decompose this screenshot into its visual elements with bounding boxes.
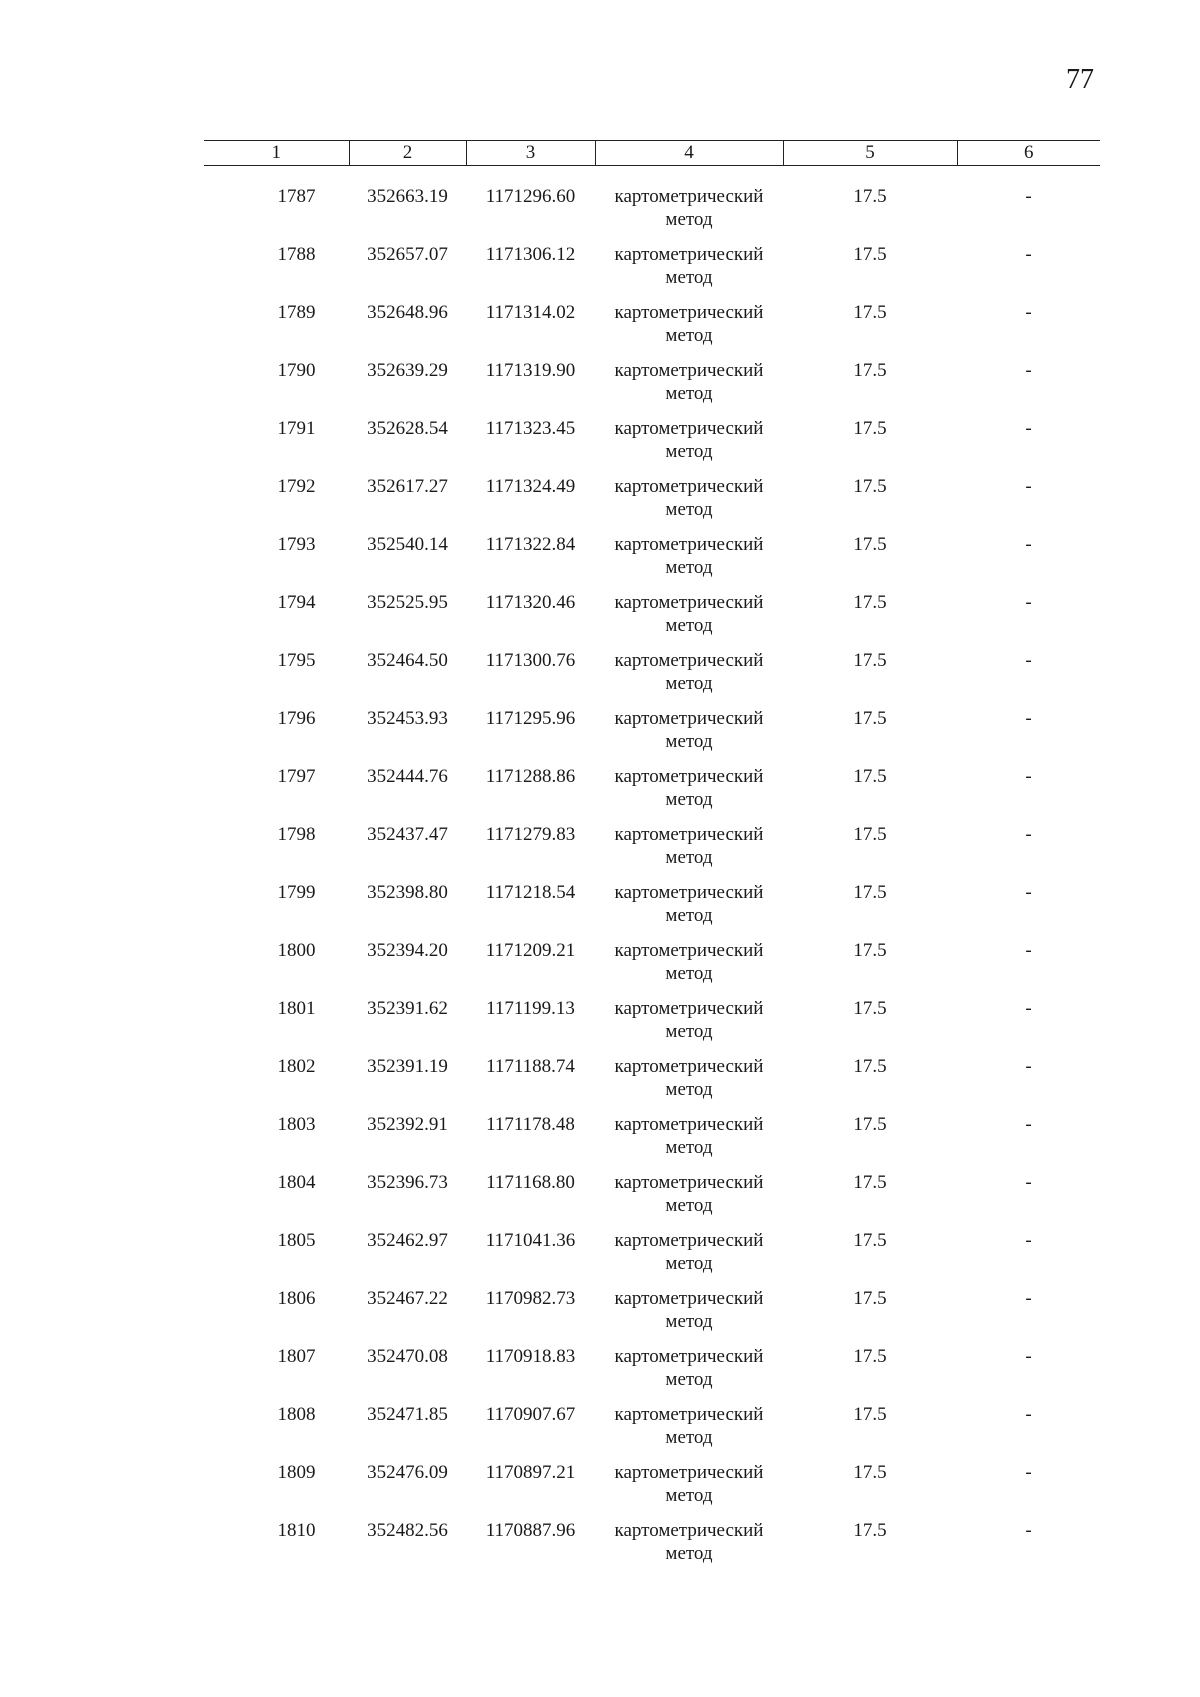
note-value: -: [1025, 1520, 1032, 1541]
accuracy-value: 17.5: [853, 998, 887, 1019]
table-row: [204, 347, 1100, 405]
table-row: [204, 1333, 1100, 1391]
coordinate-y: 1171279.83: [485, 824, 576, 845]
method-line-1: картометрический: [614, 592, 764, 613]
coordinate-x: 352391.19: [367, 1056, 448, 1077]
header-col-2: 2: [349, 141, 466, 166]
coordinate-x: 352470.08: [367, 1346, 448, 1367]
accuracy-value: 17.5: [853, 360, 887, 381]
header-row: [204, 141, 1100, 166]
method-line-1: картометрический: [614, 360, 764, 381]
method-cell: [595, 1449, 783, 1507]
coordinate-y: 1170887.96: [485, 1520, 576, 1541]
table-header: [204, 141, 1100, 166]
note-value: -: [1025, 360, 1032, 381]
coordinate-x: 352663.19: [367, 186, 448, 207]
method-line-2: метод: [665, 209, 713, 230]
method-cell: [595, 405, 783, 463]
method-line-1: картометрический: [614, 824, 764, 845]
table-row: [204, 695, 1100, 753]
method-line-2: метод: [665, 1427, 713, 1448]
note-value: -: [1025, 1404, 1032, 1425]
method-cell: [595, 1159, 783, 1217]
table-row: [204, 753, 1100, 811]
accuracy-value: 17.5: [853, 766, 887, 787]
point-number: 1799: [277, 882, 316, 903]
accuracy-value: 17.5: [853, 1346, 887, 1367]
method-line-1: картометрический: [614, 708, 764, 729]
point-number: 1792: [277, 476, 316, 497]
coordinate-y: 1171209.21: [485, 940, 576, 961]
coordinates-table-container: [204, 140, 1100, 1565]
method-line-1: картометрический: [614, 418, 764, 439]
note-value: -: [1025, 186, 1032, 207]
table-row: [204, 1043, 1100, 1101]
table-body: [204, 166, 1100, 1566]
table-row: [204, 463, 1100, 521]
point-number: 1806: [277, 1288, 316, 1309]
method-cell: [595, 869, 783, 927]
method-line-1: картометрический: [614, 1346, 764, 1367]
accuracy-value: 17.5: [853, 476, 887, 497]
note-value: -: [1025, 1056, 1032, 1077]
coordinate-x: 352639.29: [367, 360, 448, 381]
method-cell: [595, 347, 783, 405]
note-value: -: [1025, 824, 1032, 845]
coordinate-x: 352462.97: [367, 1230, 448, 1251]
method-line-1: картометрический: [614, 1056, 764, 1077]
table-row: [204, 927, 1100, 985]
coordinate-y: 1170918.83: [485, 1346, 576, 1367]
coordinate-y: 1171319.90: [485, 360, 576, 381]
coordinate-y: 1171041.36: [485, 1230, 576, 1251]
method-cell: [595, 231, 783, 289]
coordinate-x: 352398.80: [367, 882, 448, 903]
method-line-1: картометрический: [614, 998, 764, 1019]
coordinate-x: 352453.93: [367, 708, 448, 729]
coordinate-y: 1170982.73: [485, 1288, 576, 1309]
method-line-2: метод: [665, 557, 713, 578]
note-value: -: [1025, 1230, 1032, 1251]
method-cell: [595, 1043, 783, 1101]
method-line-2: метод: [665, 847, 713, 868]
accuracy-value: 17.5: [853, 186, 887, 207]
point-number: 1796: [277, 708, 316, 729]
header-col-1: 1: [204, 141, 349, 166]
coordinate-y: 1171322.84: [485, 534, 576, 555]
method-line-1: картометрический: [614, 1172, 764, 1193]
point-number: 1803: [277, 1114, 316, 1135]
coordinate-x: 352617.27: [367, 476, 448, 497]
coordinate-x: 352464.50: [367, 650, 448, 671]
method-cell: [595, 811, 783, 869]
accuracy-value: 17.5: [853, 1056, 887, 1077]
method-line-2: метод: [665, 267, 713, 288]
note-value: -: [1025, 244, 1032, 265]
method-line-1: картометрический: [614, 534, 764, 555]
table-row: [204, 1275, 1100, 1333]
accuracy-value: 17.5: [853, 650, 887, 671]
accuracy-value: 17.5: [853, 824, 887, 845]
point-number: 1793: [277, 534, 316, 555]
point-number: 1798: [277, 824, 316, 845]
coordinate-y: 1171324.49: [485, 476, 576, 497]
method-line-2: метод: [665, 325, 713, 346]
note-value: -: [1025, 1288, 1032, 1309]
coordinate-y: 1171306.12: [485, 244, 576, 265]
method-line-1: картометрический: [614, 1288, 764, 1309]
table-row: [204, 985, 1100, 1043]
coordinate-x: 352444.76: [367, 766, 448, 787]
coordinate-x: 352467.22: [367, 1288, 448, 1309]
accuracy-value: 17.5: [853, 1404, 887, 1425]
table-row: [204, 231, 1100, 289]
point-number: 1802: [277, 1056, 316, 1077]
method-line-1: картометрический: [614, 1520, 764, 1541]
accuracy-value: 17.5: [853, 592, 887, 613]
coordinate-x: 352648.96: [367, 302, 448, 323]
point-number: 1809: [277, 1462, 316, 1483]
table-row: [204, 1217, 1100, 1275]
method-cell: [595, 463, 783, 521]
method-line-2: метод: [665, 1021, 713, 1042]
note-value: -: [1025, 708, 1032, 729]
method-cell: [595, 289, 783, 347]
method-cell: [595, 927, 783, 985]
point-number: 1787: [277, 186, 316, 207]
accuracy-value: 17.5: [853, 940, 887, 961]
method-line-2: метод: [665, 789, 713, 810]
point-number: 1805: [277, 1230, 316, 1251]
coordinate-x: 352392.91: [367, 1114, 448, 1135]
table-row: [204, 811, 1100, 869]
point-number: 1801: [277, 998, 316, 1019]
method-line-2: метод: [665, 1311, 713, 1332]
table-row: [204, 1391, 1100, 1449]
method-line-2: метод: [665, 963, 713, 984]
coordinate-y: 1170897.21: [485, 1462, 576, 1483]
coordinate-y: 1171168.80: [486, 1172, 575, 1193]
coordinate-y: 1171300.76: [485, 650, 576, 671]
note-value: -: [1025, 766, 1032, 787]
coordinate-x: 352394.20: [367, 940, 448, 961]
accuracy-value: 17.5: [853, 302, 887, 323]
table-row: [204, 405, 1100, 463]
coordinate-y: 1171323.45: [485, 418, 576, 439]
coordinate-x: 352391.62: [367, 998, 448, 1019]
note-value: -: [1025, 1114, 1032, 1135]
note-value: -: [1025, 1462, 1032, 1483]
method-cell: [595, 1333, 783, 1391]
coordinate-x: 352525.95: [367, 592, 448, 613]
method-line-2: метод: [665, 615, 713, 636]
note-value: -: [1025, 650, 1032, 671]
method-line-1: картометрический: [614, 1114, 764, 1135]
accuracy-value: 17.5: [853, 244, 887, 265]
coordinate-y: 1171288.86: [485, 766, 576, 787]
method-cell: [595, 521, 783, 579]
method-cell: [595, 1391, 783, 1449]
accuracy-value: 17.5: [853, 882, 887, 903]
point-number: 1794: [277, 592, 316, 613]
method-line-1: картометрический: [614, 766, 764, 787]
note-value: -: [1025, 882, 1032, 903]
header-col-6: 6: [957, 141, 1100, 166]
method-cell: [595, 695, 783, 753]
method-cell: [595, 753, 783, 811]
coordinate-x: 352396.73: [367, 1172, 448, 1193]
note-value: -: [1025, 940, 1032, 961]
table-row: [204, 637, 1100, 695]
coordinates-table: [204, 140, 1100, 1565]
method-cell: [595, 1507, 783, 1565]
method-line-1: картометрический: [614, 1462, 764, 1483]
table-row: [204, 166, 1100, 232]
note-value: -: [1025, 592, 1032, 613]
point-number: 1791: [277, 418, 316, 439]
method-line-1: картометрический: [614, 882, 764, 903]
accuracy-value: 17.5: [853, 534, 887, 555]
page-number: 77: [1066, 64, 1094, 95]
accuracy-value: 17.5: [853, 708, 887, 729]
point-number: 1800: [277, 940, 316, 961]
method-line-2: метод: [665, 1253, 713, 1274]
method-line-2: метод: [665, 1485, 713, 1506]
point-number: 1797: [277, 766, 316, 787]
method-line-1: картометрический: [614, 302, 764, 323]
accuracy-value: 17.5: [853, 1288, 887, 1309]
point-number: 1810: [277, 1520, 316, 1541]
point-number: 1790: [277, 360, 316, 381]
accuracy-value: 17.5: [853, 1230, 887, 1251]
coordinate-y: 1171296.60: [485, 186, 576, 207]
accuracy-value: 17.5: [853, 1520, 887, 1541]
coordinate-x: 352540.14: [367, 534, 448, 555]
method-line-1: картометрический: [614, 650, 764, 671]
method-cell: [595, 985, 783, 1043]
coordinate-y: 1171199.13: [486, 998, 575, 1019]
method-line-2: метод: [665, 499, 713, 520]
method-cell: [595, 1101, 783, 1159]
coordinate-x: 352628.54: [367, 418, 448, 439]
method-line-1: картометрический: [614, 940, 764, 961]
table-row: [204, 289, 1100, 347]
point-number: 1807: [277, 1346, 316, 1367]
coordinate-x: 352476.09: [367, 1462, 448, 1483]
method-line-1: картометрический: [614, 244, 764, 265]
method-line-1: картометрический: [614, 1404, 764, 1425]
method-cell: [595, 1217, 783, 1275]
note-value: -: [1025, 476, 1032, 497]
point-number: 1788: [277, 244, 316, 265]
method-cell: [595, 1275, 783, 1333]
table-row: [204, 1507, 1100, 1565]
coordinate-y: 1171314.02: [485, 302, 576, 323]
point-number: 1808: [277, 1404, 316, 1425]
coordinate-x: 352437.47: [367, 824, 448, 845]
table-row: [204, 1159, 1100, 1217]
method-line-1: картометрический: [614, 476, 764, 497]
table-row: [204, 521, 1100, 579]
table-row: [204, 1449, 1100, 1507]
note-value: -: [1025, 1172, 1032, 1193]
accuracy-value: 17.5: [853, 418, 887, 439]
point-number: 1789: [277, 302, 316, 323]
table-row: [204, 579, 1100, 637]
header-col-5: 5: [783, 141, 957, 166]
method-line-2: метод: [665, 1079, 713, 1100]
method-line-2: метод: [665, 731, 713, 752]
note-value: -: [1025, 998, 1032, 1019]
table-row: [204, 869, 1100, 927]
method-line-2: метод: [665, 1369, 713, 1390]
coordinate-y: 1171320.46: [485, 592, 576, 613]
method-line-1: картометрический: [614, 186, 764, 207]
method-cell: [595, 579, 783, 637]
method-line-2: метод: [665, 905, 713, 926]
accuracy-value: 17.5: [853, 1172, 887, 1193]
method-cell: [595, 637, 783, 695]
method-line-2: метод: [665, 441, 713, 462]
note-value: -: [1025, 302, 1032, 323]
coordinate-y: 1171218.54: [485, 882, 576, 903]
accuracy-value: 17.5: [853, 1114, 887, 1135]
accuracy-value: 17.5: [853, 1462, 887, 1483]
method-cell: [595, 166, 783, 232]
coordinate-y: 1171178.48: [486, 1114, 575, 1135]
header-col-3: 3: [466, 141, 595, 166]
coordinate-x: 352482.56: [367, 1520, 448, 1541]
method-line-2: метод: [665, 1543, 713, 1564]
coordinate-y: 1171188.74: [486, 1056, 575, 1077]
method-line-2: метод: [665, 1195, 713, 1216]
note-value: -: [1025, 1346, 1032, 1367]
coordinate-y: 1171295.96: [485, 708, 576, 729]
coordinate-x: 352471.85: [367, 1404, 448, 1425]
header-col-4: 4: [595, 141, 783, 166]
point-number: 1804: [277, 1172, 316, 1193]
coordinate-y: 1170907.67: [485, 1404, 576, 1425]
method-line-2: метод: [665, 383, 713, 404]
coordinate-x: 352657.07: [367, 244, 448, 265]
point-number: 1795: [277, 650, 316, 671]
note-value: -: [1025, 534, 1032, 555]
method-line-1: картометрический: [614, 1230, 764, 1251]
note-value: -: [1025, 418, 1032, 439]
method-line-2: метод: [665, 1137, 713, 1158]
method-line-2: метод: [665, 673, 713, 694]
table-row: [204, 1101, 1100, 1159]
